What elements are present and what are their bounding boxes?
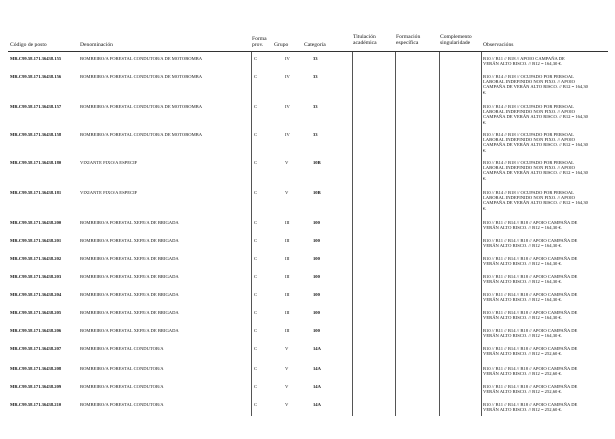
cell-prov: C <box>254 74 258 79</box>
cell-prov: C <box>254 274 258 279</box>
header-formacion-line2: específica <box>396 40 419 47</box>
cell-name: BOMBEIRO/A FORESTAL CONDUTOR/A <box>80 346 164 351</box>
cell-obs-line: VERÁN ALTO RISCO. // B12 = 164,30 €. <box>483 61 562 67</box>
cell-obs-line: €. <box>483 119 487 125</box>
cell-obs-line: B10 // B11 // B14 // B18 // APOIO CAMPAÑA DE <box>483 310 578 315</box>
cell-code: MR.C99.58.171.36438.206 <box>10 328 62 333</box>
cell-obs <box>483 366 611 376</box>
cell-obs-line: VERÁN ALTO RISCO. // B12 = 164,30 €. <box>483 243 562 249</box>
cell-obs-line: €. <box>483 205 487 211</box>
cell-code: MR.C99.58.171.36438.201 <box>10 238 62 243</box>
column-divider-formacion <box>395 52 396 416</box>
cell-prov: C <box>254 310 258 315</box>
cell-obs-line: B10 // B11 // B14 // B18 // APOIO CAMPAÑA DE <box>483 384 578 389</box>
cell-prov: C <box>254 384 258 389</box>
cell-obs-line: B10 // B14 // B18 // OCUPADO POR PERSOAL <box>483 104 574 109</box>
cell-obs <box>483 346 611 356</box>
header-formacion <box>396 34 420 47</box>
cell-cat: 100 <box>313 292 320 297</box>
cell-obs-line: €. <box>483 89 487 95</box>
header-name: Denominación <box>80 42 113 48</box>
header-prov-line1: Forma <box>252 36 267 42</box>
cell-prov: C <box>254 132 258 137</box>
cell-obs <box>483 310 611 320</box>
cell-obs-line: VERÁN ALTO RISCO. // B12 = 252,60 €. <box>483 407 562 413</box>
cell-name: BOMBEIRO/A FORESTAL CONDUTOR/A <box>80 402 164 407</box>
cell-prov: C <box>254 56 258 61</box>
cell-code: MR.C99.58.171.36438.204 <box>10 292 62 297</box>
cell-name: BOMBEIRO/A FORESTAL XEFE/A DE BRIGADA <box>80 328 179 333</box>
cell-prov: C <box>254 328 258 333</box>
cell-prov: C <box>254 190 258 195</box>
cell-obs-line: VERÁN ALTO RISCO. // B12 = 164,30 €. <box>483 315 562 321</box>
cell-obs <box>483 328 611 338</box>
cell-prov: C <box>254 346 258 351</box>
cell-prov: C <box>254 104 258 109</box>
cell-obs-line: VERÁN ALTO RISCO. // B12 = 164,30 €. <box>483 261 562 267</box>
cell-obs <box>483 160 611 181</box>
cell-code: MR.C99.58.171.36438.210 <box>10 402 62 407</box>
cell-obs-line: CAMPAÑA DE VERÁN ALTO RISCO. // B12 = 164,30 <box>483 114 588 120</box>
header-prov <box>252 36 267 49</box>
cell-name: BOMBEIRO/A FORESTAL XEFE/A DE BRIGADA <box>80 256 179 261</box>
header-code: Código de posto <box>10 42 47 48</box>
cell-name: VIXIANTE FIXO/A ESPECIF <box>80 160 138 165</box>
cell-code: MR.C99.58.171.36438.181 <box>10 190 62 195</box>
cell-obs <box>483 190 611 211</box>
cell-grupo: III <box>285 328 290 333</box>
cell-obs-line: B10 // B11 // B14 // B18 // APOIO CAMPAÑA DE <box>483 220 578 225</box>
cell-code: MR.C99.58.171.36438.156 <box>10 74 62 79</box>
cell-obs-line: LABORAL INDEFINIDO NON FIXO. // APOIO <box>483 165 575 171</box>
cell-obs <box>483 74 611 95</box>
cell-grupo: III <box>285 220 290 225</box>
cell-obs-line: VERÁN ALTO RISCO. // B12 = 164,30 €. <box>483 297 562 303</box>
cell-code: MR.C99.58.171.36438.202 <box>10 256 62 261</box>
cell-obs-line: CAMPAÑA DE VERÁN ALTO RISCO. // B12 = 164,30 <box>483 200 588 206</box>
cell-name: BOMBEIRO/A FORESTAL XEFE/A DE BRIGADA <box>80 292 179 297</box>
cell-code: MR.C99.58.171.36438.157 <box>10 104 62 109</box>
cell-code: MR.C99.58.171.36438.205 <box>10 310 62 315</box>
cell-obs-line: B10 // B14 // B18 // OCUPADO POR PERSOAL <box>483 160 574 165</box>
cell-name: BOMBEIRO/A FORESTAL XEFE/A DE BRIGADA <box>80 220 179 225</box>
cell-cat: 14A <box>313 346 321 351</box>
cell-cat: 14A <box>313 402 321 407</box>
cell-code: MR.C99.58.171.36438.158 <box>10 132 62 137</box>
cell-obs-line: €. <box>483 147 487 153</box>
cell-code: MR.C99.58.171.36438.203 <box>10 274 62 279</box>
cell-cat: 10B <box>313 190 321 195</box>
cell-code: MR.C99.58.171.36438.180 <box>10 160 62 165</box>
cell-grupo: III <box>285 238 290 243</box>
cell-name: BOMBEIRO/A FORESTAL CONDUTOR/A DE MOTOBOMBA <box>80 104 203 109</box>
cell-grupo: V <box>285 346 289 351</box>
cell-code: MR.C99.58.171.36438.208 <box>10 366 62 371</box>
cell-code: MR.C99.58.171.36438.207 <box>10 346 62 351</box>
cell-obs <box>483 384 611 394</box>
cell-obs-line: VERÁN ALTO RISCO. // B12 = 252,60 €. <box>483 371 562 377</box>
header-complemento-line1: Complemento <box>440 34 472 40</box>
cell-obs-line: B10 // B11 // B18 // APOIO CAMPAÑA DE <box>483 56 565 61</box>
cell-obs <box>483 132 611 153</box>
cell-obs-line: B10 // B11 // B14 // B18 // APOIO CAMPAÑA DE <box>483 346 578 351</box>
cell-grupo: IV <box>285 74 290 79</box>
header-obs: Observacións <box>483 42 514 48</box>
cell-cat: 33 <box>313 74 318 79</box>
cell-cat: 100 <box>313 256 320 261</box>
header-divider <box>8 51 608 52</box>
cell-grupo: V <box>285 402 289 407</box>
cell-obs <box>483 292 611 302</box>
cell-obs-line: B10 // B11 // B14 // B18 // APOIO CAMPAÑA DE <box>483 366 578 371</box>
cell-prov: C <box>254 256 258 261</box>
cell-name: BOMBEIRO/A FORESTAL CONDUTOR/A DE MOTOBOMBA <box>80 74 203 79</box>
cell-obs <box>483 256 611 266</box>
cell-obs-line: CAMPAÑA DE VERÁN ALTO RISCO. // B12 = 164,30 <box>483 142 588 148</box>
cell-obs <box>483 220 611 230</box>
column-divider-prov <box>251 52 252 416</box>
cell-name: VIXIANTE FIXO/A ESPECIF <box>80 190 138 195</box>
cell-obs-line: VERÁN ALTO RISCO. // B12 = 252,60 €. <box>483 389 562 395</box>
header-formacion-line1: Formación <box>396 34 421 40</box>
cell-prov: C <box>254 366 258 371</box>
header-cat: Categoría <box>304 42 326 48</box>
header-complemento <box>440 34 472 47</box>
cell-name: BOMBEIRO/A FORESTAL XEFE/A DE BRIGADA <box>80 274 179 279</box>
header-prov-line2: prov. <box>252 42 264 49</box>
cell-obs-line: VERÁN ALTO RISCO. // B12 = 252,60 €. <box>483 351 562 357</box>
cell-prov: C <box>254 220 258 225</box>
cell-obs <box>483 402 611 412</box>
cell-cat: 100 <box>313 328 320 333</box>
cell-cat: 100 <box>313 274 320 279</box>
cell-grupo: V <box>285 366 289 371</box>
header-complemento-line2: singularidade <box>440 40 471 47</box>
cell-obs <box>483 238 611 248</box>
cell-name: BOMBEIRO/A FORESTAL CONDUTOR/A <box>80 384 164 389</box>
cell-obs-line: B10 // B11 // B14 // B18 // APOIO CAMPAÑA DE <box>483 274 578 279</box>
cell-obs-line: LABORAL INDEFINIDO NON FIXO. // APOIO <box>483 109 575 115</box>
cell-obs-line: LABORAL INDEFINIDO NON FIXO. // APOIO <box>483 195 575 201</box>
cell-grupo: III <box>285 274 290 279</box>
cell-obs-line: €. <box>483 175 487 181</box>
header-titulacion-line2: académica <box>353 40 377 47</box>
cell-obs-line: B10 // B11 // B14 // B18 // APOIO CAMPAÑA DE <box>483 328 578 333</box>
cell-obs-line: B10 // B14 // B18 // OCUPADO POR PERSOAL <box>483 74 574 79</box>
cell-obs-line: CAMPAÑA DE VERÁN ALTO RISCO. // B12 = 164,30 <box>483 170 588 176</box>
cell-code: MR.C99.58.171.36438.209 <box>10 384 62 389</box>
cell-grupo: IV <box>285 132 290 137</box>
cell-grupo: III <box>285 310 290 315</box>
cell-prov: C <box>254 160 258 165</box>
cell-cat: 100 <box>313 220 320 225</box>
cell-obs-line: B10 // B11 // B14 // B18 // APOIO CAMPAÑA DE <box>483 238 578 243</box>
cell-grupo: IV <box>285 104 290 109</box>
cell-obs-line: CAMPAÑA DE VERÁN ALTO RISCO. // B12 = 164,30 <box>483 84 588 90</box>
cell-cat: 33 <box>313 56 318 61</box>
cell-cat: 100 <box>313 238 320 243</box>
cell-obs-line: B10 // B14 // B18 // OCUPADO POR PERSOAL <box>483 190 574 195</box>
cell-obs <box>483 274 611 284</box>
cell-grupo: V <box>285 190 289 195</box>
cell-cat: 14A <box>313 384 321 389</box>
cell-prov: C <box>254 238 258 243</box>
cell-name: BOMBEIRO/A FORESTAL CONDUTOR/A DE MOTOBOMBA <box>80 56 203 61</box>
column-divider-obs <box>481 52 482 416</box>
cell-obs-line: LABORAL INDEFINIDO NON FIXO. // APOIO <box>483 79 575 85</box>
cell-prov: C <box>254 402 258 407</box>
cell-obs-line: LABORAL INDEFINIDO NON FIXO. // APOIO <box>483 137 575 143</box>
cell-grupo: III <box>285 292 290 297</box>
cell-grupo: IV <box>285 56 290 61</box>
header-titulacion-line1: Titulación <box>353 34 376 40</box>
header-titulacion <box>353 34 377 47</box>
cell-code: MR.C99.58.171.36438.200 <box>10 220 62 225</box>
cell-code: MR.C99.58.171.36438.155 <box>10 56 62 61</box>
cell-cat: 33 <box>313 132 318 137</box>
cell-grupo: III <box>285 256 290 261</box>
column-divider-complemento <box>439 52 440 416</box>
cell-obs-line: VERÁN ALTO RISCO. // B12 = 164,30 €. <box>483 225 562 231</box>
header-grupo: Grupo <box>274 42 289 48</box>
cell-name: BOMBEIRO/A FORESTAL CONDUTOR/A DE MOTOBOMBA <box>80 132 203 137</box>
cell-obs <box>483 104 611 125</box>
column-divider-titulacion <box>352 52 353 416</box>
cell-cat: 10B <box>313 160 321 165</box>
cell-name: BOMBEIRO/A FORESTAL XEFE/A DE BRIGADA <box>80 310 179 315</box>
cell-obs-line: VERÁN ALTO RISCO. // B12 = 164,30 €. <box>483 279 562 285</box>
cell-name: BOMBEIRO/A FORESTAL CONDUTOR/A <box>80 366 164 371</box>
cell-grupo: V <box>285 160 289 165</box>
cell-prov: C <box>254 292 258 297</box>
cell-cat: 14A <box>313 366 321 371</box>
cell-obs-line: B10 // B11 // B14 // B18 // APOIO CAMPAÑA DE <box>483 256 578 261</box>
cell-name: BOMBEIRO/A FORESTAL XEFE/A DE BRIGADA <box>80 238 179 243</box>
cell-cat: 100 <box>313 310 320 315</box>
cell-cat: 33 <box>313 104 318 109</box>
cell-obs-line: B10 // B11 // B14 // B18 // APOIO CAMPAÑA DE <box>483 292 578 297</box>
cell-grupo: V <box>285 384 289 389</box>
cell-obs <box>483 56 611 66</box>
cell-obs-line: VERÁN ALTO RISCO. // B12 = 164,30 €. <box>483 333 562 339</box>
cell-obs-line: B10 // B14 // B18 // OCUPADO POR PERSOAL <box>483 132 574 137</box>
cell-obs-line: B10 // B11 // B14 // B18 // APOIO CAMPAÑA DE <box>483 402 578 407</box>
